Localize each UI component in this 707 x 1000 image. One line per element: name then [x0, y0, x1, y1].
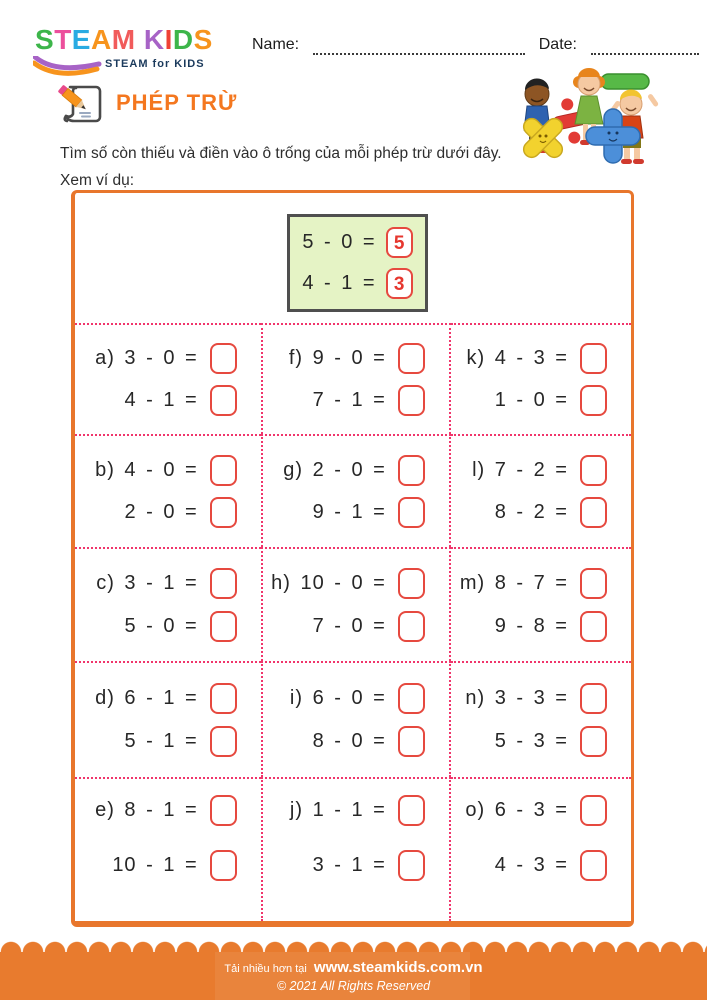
problem — [472, 455, 607, 486]
problem — [95, 455, 237, 486]
logo-letter: E — [71, 24, 91, 55]
problem — [124, 611, 236, 642]
problem-expression: 8 - 0 = — [312, 730, 386, 752]
problem — [313, 385, 425, 416]
answer-box[interactable] — [210, 343, 237, 374]
problem-expression: 5 - 1 = — [124, 730, 198, 752]
problem-cell-m — [451, 547, 631, 661]
problem-expression: 4 - 3 = — [494, 854, 568, 876]
problem — [283, 455, 425, 486]
answer-box[interactable] — [398, 850, 425, 881]
answer-box[interactable] — [398, 683, 425, 714]
problem-expression: c) 3 - 1 = — [96, 572, 198, 595]
problem-expression: 9 - 8 = — [494, 614, 568, 637]
problem — [313, 850, 425, 881]
problem — [460, 568, 607, 599]
problem-expression: m) 8 - 7 = — [459, 572, 568, 595]
problem-expression: 2 - 0 = — [124, 501, 198, 523]
problem-cell-l — [451, 434, 631, 547]
problem-cell-f — [261, 323, 451, 434]
name-input-line[interactable] — [313, 37, 525, 55]
problem — [465, 795, 607, 826]
problem — [313, 611, 425, 642]
answer-box[interactable] — [210, 726, 237, 757]
problem — [495, 726, 607, 757]
answer-box[interactable] — [210, 385, 237, 416]
problem — [290, 795, 425, 826]
answer-box[interactable] — [398, 726, 425, 757]
answer-box[interactable] — [210, 850, 237, 881]
problems-grid — [75, 323, 631, 921]
problem-expression: i) 6 - 0 = — [289, 687, 386, 709]
logo-letter: I — [164, 24, 173, 55]
problem — [271, 568, 425, 599]
answer-box[interactable] — [580, 343, 607, 374]
problem — [495, 611, 607, 642]
answer-box[interactable] — [398, 568, 425, 599]
footer-prefix: Tải nhiều hơn tại — [224, 963, 307, 975]
problem-cell-k — [451, 323, 631, 434]
example-box — [287, 214, 428, 312]
problem-expression: 7 - 0 = — [312, 614, 386, 637]
problem-cell-a — [75, 323, 261, 434]
logo-tagline: STEAM for KIDS — [105, 58, 205, 70]
answer-box[interactable] — [580, 568, 607, 599]
problem-cell-j — [261, 777, 451, 921]
answer-box[interactable] — [398, 795, 425, 826]
problem-expression: n) 3 - 3 = — [465, 687, 568, 709]
answer-box[interactable] — [398, 385, 425, 416]
logo-letter: S — [193, 24, 213, 55]
example-row — [302, 227, 412, 258]
answer-box[interactable] — [398, 497, 425, 528]
problem — [313, 726, 425, 757]
problem-cell-d — [75, 661, 261, 777]
logo-letter — [136, 26, 144, 54]
answer-box[interactable] — [580, 497, 607, 528]
steamkids-logo — [35, 26, 235, 78]
example-row — [302, 268, 412, 299]
problem-cell-b — [75, 434, 261, 547]
logo-letter: M — [111, 24, 136, 55]
footer — [0, 952, 707, 1000]
problem — [495, 850, 607, 881]
problem-cell-g — [261, 434, 451, 547]
answer-box[interactable] — [210, 497, 237, 528]
problem — [95, 795, 237, 826]
name-label: Name: — [252, 36, 300, 53]
worksheet-frame — [71, 190, 634, 927]
problem-expression: h) 10 - 0 = — [271, 572, 386, 595]
problem-expression: 3 - 1 = — [312, 854, 386, 876]
problem — [467, 343, 607, 374]
answer-box[interactable] — [580, 726, 607, 757]
answer-box[interactable] — [580, 683, 607, 714]
problem — [495, 385, 607, 416]
answer-box[interactable] — [210, 611, 237, 642]
problem-expression: a) 3 - 0 = — [95, 347, 198, 370]
example-expression: 5 - 0 = — [302, 231, 376, 253]
answer-box[interactable] — [580, 795, 607, 826]
footer-copyright: © 2021 All Rights Reserved — [276, 979, 431, 993]
problem — [96, 568, 236, 599]
problem-expression: 4 - 1 = — [124, 388, 198, 411]
problem-expression: o) 6 - 3 = — [465, 799, 568, 821]
page-title: PHÉP TRỪ — [116, 90, 238, 115]
answer-box[interactable] — [580, 455, 607, 486]
problem — [465, 683, 607, 714]
problem-expression: 10 - 1 = — [112, 854, 198, 876]
kids-math-illustration — [505, 60, 665, 168]
problem-expression: l) 7 - 2 = — [472, 459, 568, 481]
problem-expression: 8 - 2 = — [494, 501, 568, 523]
answer-box[interactable] — [580, 611, 607, 642]
answer-box[interactable] — [398, 611, 425, 642]
problem — [124, 726, 236, 757]
pencil-notepad-icon — [56, 80, 106, 126]
problem — [313, 497, 425, 528]
logo-swoosh-icon — [33, 56, 105, 78]
logo-letter: K — [143, 24, 165, 55]
problem — [289, 343, 425, 374]
problem-expression: 7 - 1 = — [312, 388, 386, 411]
problem — [495, 497, 607, 528]
problem — [124, 385, 236, 416]
problem-expression: e) 8 - 1 = — [95, 799, 198, 821]
logo-letter: T — [54, 24, 72, 55]
problem — [95, 683, 237, 714]
answer-box[interactable] — [580, 850, 607, 881]
answer-box[interactable] — [210, 455, 237, 486]
logo-letter: S — [35, 24, 55, 55]
problem-cell-o — [451, 777, 631, 921]
logo-letter: A — [90, 24, 112, 55]
problem-cell-n — [451, 661, 631, 777]
problem-expression: 5 - 3 = — [494, 730, 568, 752]
logo-wordmark — [35, 26, 235, 54]
answer-box[interactable] — [398, 343, 425, 374]
problem-cell-i — [261, 661, 451, 777]
footer-url-link[interactable]: www.steamkids.com.vn — [313, 959, 483, 976]
problem-expression: 1 - 0 = — [494, 388, 568, 411]
problem — [124, 497, 236, 528]
logo-letter: D — [172, 24, 194, 55]
problem-expression: d) 6 - 1 = — [95, 687, 198, 709]
problem — [112, 850, 236, 881]
problem-expression: f) 9 - 0 = — [288, 347, 386, 370]
answer-box[interactable] — [210, 568, 237, 599]
problem-cell-e — [75, 777, 261, 921]
title-row — [56, 80, 237, 126]
example-answer-box: 3 — [386, 268, 413, 299]
date-input-line[interactable] — [591, 37, 699, 55]
instruction-text: Tìm số còn thiếu và điền vào ô trống của mỗi phép trừ dưới đây. Xem ví dụ: — [60, 145, 502, 190]
header-fields — [252, 36, 699, 55]
problem-cell-h — [261, 547, 451, 661]
problem-expression: 5 - 0 = — [124, 614, 198, 637]
answer-box[interactable] — [210, 683, 237, 714]
date-label: Date: — [538, 36, 577, 53]
answer-box[interactable] — [398, 455, 425, 486]
problem — [290, 683, 425, 714]
problem-expression: 9 - 1 = — [312, 501, 386, 523]
problem-expression: g) 2 - 0 = — [283, 459, 386, 481]
problem-expression: k) 4 - 3 = — [466, 347, 568, 370]
answer-box[interactable] — [210, 795, 237, 826]
example-answer-box: 5 — [386, 227, 413, 258]
example-expression: 4 - 1 = — [302, 272, 376, 294]
problem-expression: b) 4 - 0 = — [95, 459, 198, 481]
footer-download-line — [224, 959, 482, 976]
problem-cell-c — [75, 547, 261, 661]
problem-expression: j) 1 - 1 = — [289, 799, 386, 821]
answer-box[interactable] — [580, 385, 607, 416]
footer-scallop-edge — [0, 941, 707, 952]
problem — [95, 343, 237, 374]
